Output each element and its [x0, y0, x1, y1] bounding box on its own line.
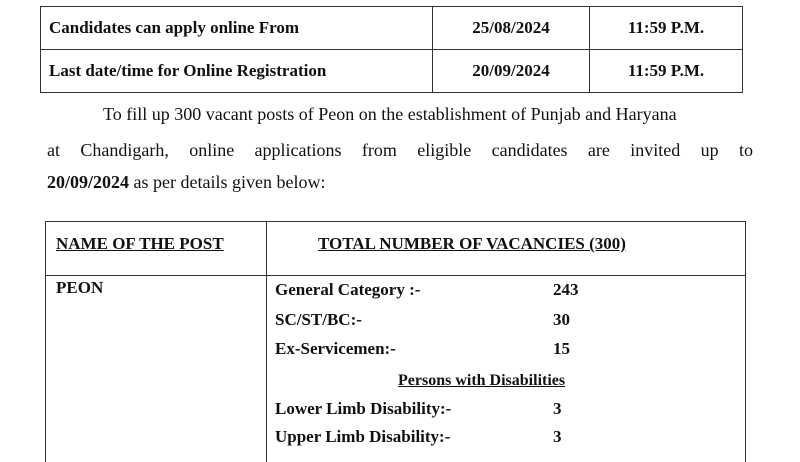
- divider: [266, 222, 267, 462]
- dates-table: [40, 6, 743, 93]
- disability-label: Upper Limb Disability:-: [275, 427, 451, 446]
- paragraph-line-1: To fill up 300 vacant posts of Peon on the establishment of Punjab and Haryana: [103, 104, 677, 124]
- last-date: 20/09/2024: [47, 172, 130, 192]
- paragraph-line-3: [47, 166, 325, 198]
- time-value: 11:59 P.M.: [590, 7, 743, 50]
- table-row: [41, 50, 743, 93]
- category-label: SC/ST/BC:-: [275, 310, 362, 329]
- category-value: 15: [553, 339, 570, 358]
- date-label: Last date/time for Online Registration: [41, 50, 433, 93]
- paragraph-line-3-rest: as per details given below:: [129, 172, 326, 192]
- divider: [46, 275, 745, 276]
- category-value: 30: [553, 310, 570, 329]
- category-label: Ex-Servicemen:-: [275, 339, 396, 358]
- header-total-vacancies: TOTAL NUMBER OF VACANCIES (300): [318, 234, 626, 253]
- date-value: 20/09/2024: [433, 50, 590, 93]
- header-post: NAME OF THE POST: [56, 234, 224, 253]
- disability-value: 3: [553, 427, 562, 446]
- date-label: Candidates can apply online From: [41, 7, 433, 50]
- date-value: 25/08/2024: [433, 7, 590, 50]
- vacancies-table: [45, 221, 746, 462]
- category-value: 243: [553, 280, 579, 299]
- pwd-heading: Persons with Disabilities: [398, 372, 566, 389]
- post-name: PEON: [56, 278, 104, 297]
- time-value: 11:59 P.M.: [590, 50, 743, 93]
- table-row: [41, 7, 743, 50]
- disability-value: 3: [553, 399, 562, 418]
- category-label: General Category :-: [275, 280, 421, 299]
- paragraph-line-2: at Chandigarh, online applications from eligible candidates are invited up to: [47, 140, 753, 160]
- disability-label: Lower Limb Disability:-: [275, 399, 452, 418]
